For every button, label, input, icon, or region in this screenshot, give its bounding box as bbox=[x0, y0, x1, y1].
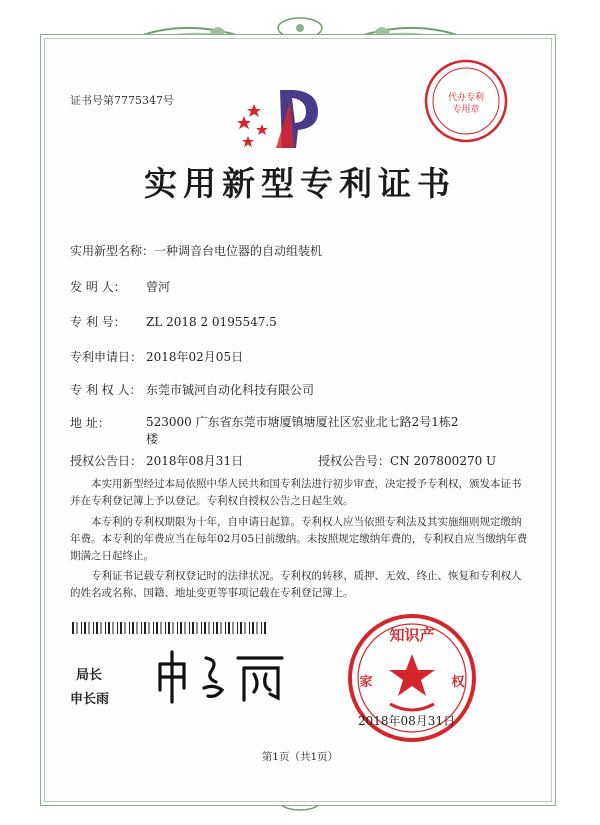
patentee-value: 东莞市铖河自动化科技有限公司 bbox=[146, 383, 315, 397]
paragraph-term: 本专利的专利权期限为十年，自申请日起算。专利权人应当依照专利法及其实施细则规定缴纳年费。本专利的年费应当在每年02月05日前缴纳。未按照规定缴纳年费的，专利权自应当缴纳年费期满之日起终止。 bbox=[70, 516, 528, 562]
filing-date-label: 专利申请日： bbox=[70, 350, 143, 364]
page-title: 实用新型专利证书 bbox=[144, 164, 456, 203]
svg-text:权: 权 bbox=[451, 675, 465, 690]
utility-name-row bbox=[70, 242, 322, 259]
inventor-row bbox=[70, 278, 170, 295]
director-name: 申长雨 bbox=[70, 692, 110, 707]
inventor-label: 发 明 人： bbox=[70, 280, 126, 294]
patent-number-row bbox=[70, 313, 277, 330]
address-label-row bbox=[70, 414, 110, 431]
seal-date: 2018年08月31日 bbox=[358, 714, 456, 728]
director-label: 局长 bbox=[76, 668, 103, 683]
paragraph-legal-status: 专利证书记载专利权登记时的法律状况。专利权的转移、质押、无效、终止、恢复和专利权人的姓名或名称、国籍、地址变更等事项记载在专利登记簿上。 bbox=[70, 570, 522, 599]
page-footer: 第1页（共1页） bbox=[261, 751, 339, 763]
patent-number-value: ZL 2018 2 0195547.5 bbox=[146, 315, 277, 329]
inventor-value: 曾河 bbox=[146, 280, 171, 294]
svg-text:家: 家 bbox=[359, 675, 373, 690]
address-value: 523000 广东省东莞市塘厦镇塘厦社区宏业北七路2号1栋2楼 bbox=[146, 415, 459, 446]
utility-name-label: 实用新型名称： bbox=[70, 244, 155, 258]
barcode-icon bbox=[72, 622, 268, 634]
svg-text:代办专利: 代办专利 bbox=[447, 93, 485, 103]
grant-number-row bbox=[318, 452, 496, 469]
cnipa-logo-icon bbox=[232, 82, 342, 152]
agent-seal-icon bbox=[423, 58, 509, 144]
patent-number-label: 专 利 号： bbox=[70, 315, 126, 329]
grant-date-label: 授权公告日： bbox=[70, 454, 143, 468]
grant-date-row bbox=[70, 452, 243, 469]
patentee-row bbox=[70, 381, 314, 398]
filing-date-row bbox=[70, 348, 243, 365]
grant-date-value: 2018年08月31日 bbox=[146, 454, 244, 468]
svg-text:专用章: 专用章 bbox=[452, 105, 480, 115]
paragraph-grant: 本实用新型经过本局依照中华人民共和国专利法进行初步审查，决定授予专利权，颁发本证书并在专利登记簿上予以登记。专利权自授权公告之日起生效。 bbox=[70, 478, 522, 507]
certificate-number: 证书号第7775347号 bbox=[70, 94, 174, 107]
patentee-label: 专 利 权 人： bbox=[70, 383, 142, 397]
address-label: 地 址： bbox=[70, 416, 110, 430]
svg-text:知识产: 知识产 bbox=[389, 626, 435, 644]
utility-name-value: 一种调音台电位器的自动组装机 bbox=[154, 244, 323, 258]
director-signature-icon bbox=[150, 644, 290, 708]
grant-number-label: 授权公告号： bbox=[318, 454, 391, 468]
grant-number-value: CN 207800270 U bbox=[390, 454, 497, 468]
filing-date-value: 2018年02月05日 bbox=[146, 350, 244, 364]
